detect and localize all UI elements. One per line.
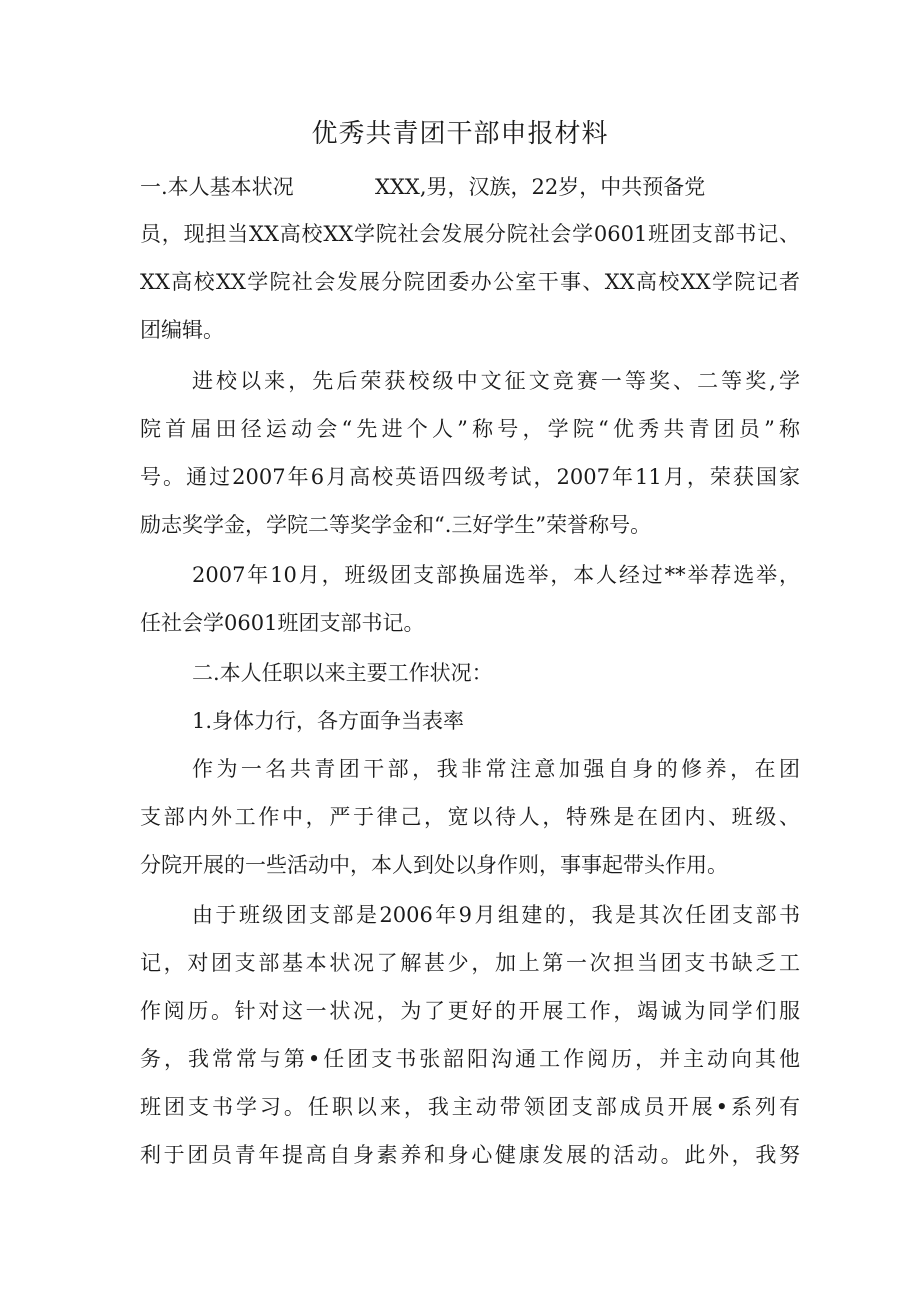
paragraph-line: 作为一名共青团干部，我非常注意加强自身的修养，在团 <box>192 757 800 781</box>
section1-heading: 一.本人基本状况 <box>140 175 294 199</box>
paragraph-line: 支部内外工作中，严于律己，宽以待人，特殊是在团内、班级、 <box>140 805 800 829</box>
paragraph-line: 利于团员青年提高自身素养和身心健康发展的活动。此外，我努 <box>140 1143 800 1167</box>
paragraph-line: 院首届田径运动会“先进个人”称号，学院“优秀共青团员”称 <box>140 417 800 441</box>
paragraph-line: 励志奖学金，学院二等奖学金和“.三好学生”荣誉称号。 <box>140 513 652 537</box>
paragraph-line: 员，现担当XX高校XX学院社会发展分院社会学0601班团支部书记、 <box>140 222 800 246</box>
paragraph-line: 进校以来，先后荣获校级中文征文竞赛一等奖、二等奖,学 <box>192 369 800 393</box>
paragraph-line: 作阅历。针对这一状况，为了更好的开展工作，竭诚为同学们服 <box>140 999 800 1023</box>
paragraph-line: 号。通过2007年6月高校英语四级考试，2007年11月，荣获国家 <box>140 465 800 489</box>
paragraph-line: 务，我常常与第•任团支书张韶阳沟通工作阅历，并主动向其他 <box>140 1047 800 1071</box>
section2-heading: 二.本人任职以来主要工作状况： <box>192 661 493 685</box>
paragraph-line: 任社会学0601班团支部书记。 <box>140 611 425 635</box>
paragraph-line: 班团支书学习。任职以来，我主动带领团支部成员开展•系列有 <box>140 1095 800 1119</box>
document-title: 优秀共青团干部申报材料 <box>311 119 609 149</box>
paragraph-line: XX高校XX学院社会发展分院团委办公室干事、XX高校XX学院记者 <box>140 270 800 294</box>
paragraph-line: 团编辑。 <box>140 318 224 342</box>
paragraph-line: 分院开展的一些活动中，本人到处以身作则，事事起带头作用。 <box>140 853 728 877</box>
section1-intro: XXX,男，汉族，22岁，中共预备党 <box>375 175 706 199</box>
paragraph-line: 由于班级团支部是2006年9月组建的，我是其次任团支部书 <box>192 903 800 927</box>
paragraph-line: 记，对团支部基本状况了解甚少，加上第一次担当团支书缺乏工 <box>140 951 800 975</box>
paragraph-line: 2007年10月，班级团支部换届选举，本人经过**举荐选举， <box>192 563 800 587</box>
subsection-heading: 1.身体力行，各方面争当表率 <box>192 709 465 733</box>
section1-header-line <box>140 168 800 206</box>
